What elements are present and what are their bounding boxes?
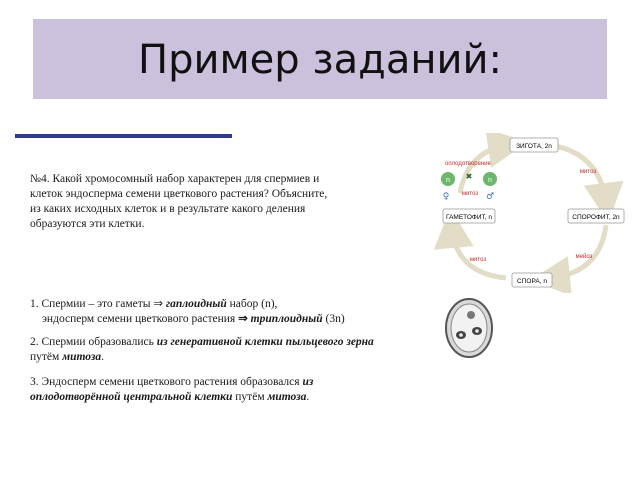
- answer-3-mid: путём: [232, 391, 268, 403]
- gamete-right-label: n: [488, 177, 492, 184]
- answer-1-line2-suffix: (3n): [322, 313, 345, 325]
- meiosis-label: мейоз: [575, 254, 593, 260]
- mitosis-top-label: митоз: [579, 169, 597, 175]
- answer-1-line2-prefix: эндосперм семени цветкового растения: [42, 313, 239, 325]
- answer-1-triploid: триплоидный: [250, 313, 323, 325]
- answer-2: [30, 335, 374, 365]
- slide-title: Пример заданий:: [138, 37, 502, 83]
- cycle-arc-bottom-right: [550, 225, 606, 278]
- answer-3: [30, 375, 313, 405]
- sporophyte-label: СПОРОФИТ, 2n: [572, 214, 620, 221]
- cycle-arc-top-left: [460, 145, 508, 193]
- male-sign-icon: ♂: [485, 192, 495, 202]
- answer-1: [30, 297, 345, 327]
- mitosis-mid-label: митоз: [461, 191, 479, 197]
- title-banner: [33, 19, 607, 99]
- answer-3-prefix: 3. Эндосперм семени цветкового растения образовался: [30, 376, 303, 388]
- question-line: из каких исходных клеток и в результате какого деления: [30, 203, 306, 215]
- answer-2-bold: из генеративной клетки пыльцевого зерна: [156, 336, 374, 348]
- answer-2-line2-prefix: путём: [30, 351, 63, 363]
- question-line: №4. Какой хромосомный набор характерен для спермиев и: [30, 173, 320, 185]
- answer-2-line2-suffix: .: [101, 351, 104, 363]
- answer-1-prefix: 1. Спермии – это гаметы ⇒: [30, 298, 166, 310]
- answer-1-arrow: ⇒: [238, 313, 251, 325]
- question-block: [30, 172, 430, 232]
- zygote-label: ЗИГОТА, 2n: [516, 143, 552, 150]
- pollen-grain-image: [445, 297, 493, 359]
- answer-3-mitosis: митоза: [267, 391, 307, 403]
- question-line: образуются эти клетки.: [30, 218, 145, 230]
- answer-3-suffix: .: [306, 391, 310, 403]
- gamete-left-label: n: [446, 177, 450, 184]
- accent-divider: [15, 134, 232, 138]
- answer-3-central-cell: оплодотворённой центральной клетки: [30, 391, 233, 403]
- gametophyte-label: ГАМЕТОФИТ, n: [446, 214, 492, 221]
- cycle-arc-bottom-left: [452, 228, 506, 278]
- fertilization-label: оплодотворение: [445, 161, 491, 167]
- cross-icon: ✖: [465, 172, 473, 181]
- answer-2-mitosis: митоза: [62, 351, 102, 363]
- life-cycle-diagram: [428, 133, 628, 293]
- question-line: клеток эндосперма семени цветкового растения? Объясните,: [30, 188, 328, 200]
- answer-1-haploid: гаплоидный: [165, 298, 227, 310]
- cycle-arc-top-right: [550, 145, 606, 203]
- answer-2-prefix: 2. Спермии образовались: [30, 336, 157, 348]
- answer-3-bold-iz: из: [302, 376, 314, 388]
- mitosis-bottom-label: митоз: [469, 257, 487, 263]
- answer-1-suffix: набор (n),: [226, 298, 278, 310]
- female-sign-icon: ♀: [442, 192, 450, 202]
- spore-label: СПОРА, n: [517, 278, 547, 285]
